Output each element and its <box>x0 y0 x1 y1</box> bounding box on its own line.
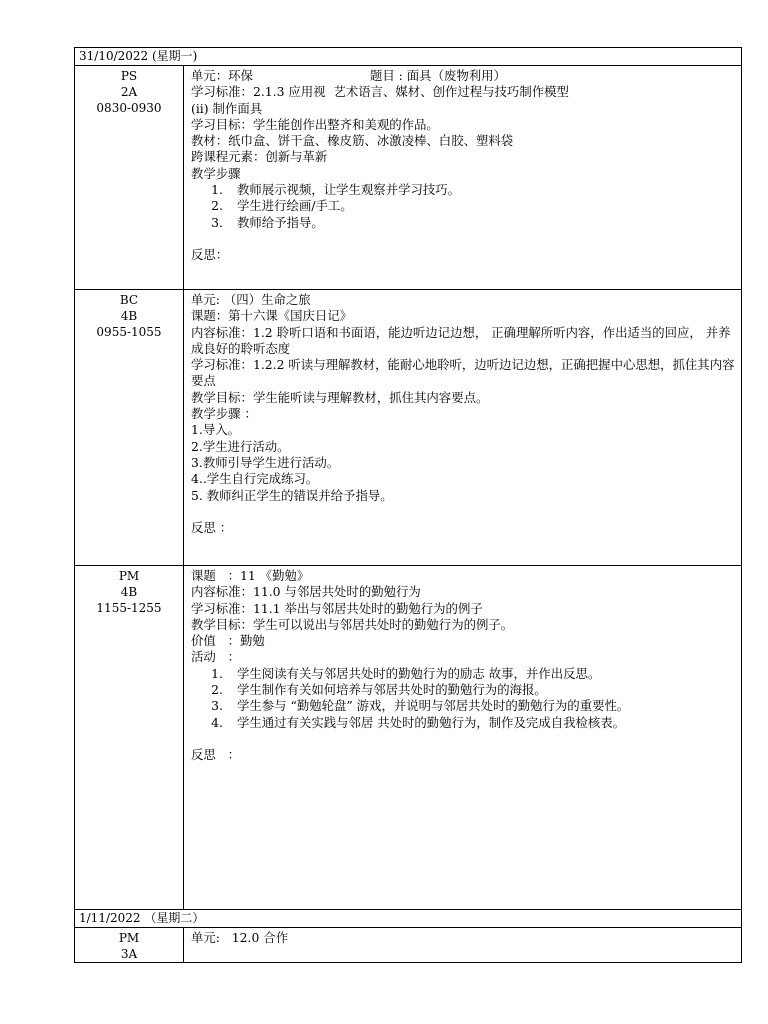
subject-code: PS <box>120 69 138 83</box>
content-line: 跨课程元素：创新与革新 <box>191 149 328 165</box>
list-item <box>191 215 735 231</box>
date-cell: 1/11/2022 （星期二） <box>75 910 742 928</box>
time-slot: 0955-1055 <box>96 325 162 339</box>
time-slot: 0830-0930 <box>96 101 162 115</box>
content-line: 价值 ：勤勉 <box>191 633 265 649</box>
step-number: 3. <box>211 698 223 714</box>
content-line: 单元: 12.0 合作 <box>191 930 289 945</box>
list-item <box>191 715 735 731</box>
list-item <box>191 666 735 682</box>
content-line: 活动 ： <box>191 649 240 665</box>
list-item <box>191 698 735 714</box>
date-cell: 31/10/2022 (星期一) <box>75 48 742 66</box>
reflection-label: 反思： <box>191 246 229 262</box>
lesson-content-cell <box>184 566 742 910</box>
step-number: 1. <box>211 182 223 198</box>
unit-topic-line <box>191 68 735 84</box>
list-item <box>191 682 735 698</box>
content-line: 5. 教师纠正学生的错误并给予指导。 <box>191 487 393 503</box>
content-line: 4..学生自行完成练习。 <box>191 471 319 487</box>
class-name: 2A <box>120 85 138 99</box>
content-line: 教学步骤 ： <box>191 406 257 422</box>
spacer <box>191 504 735 520</box>
lesson-plan-sheet <box>74 47 741 963</box>
content-line: 单元: （四）生命之旅 <box>191 292 311 307</box>
step-list <box>191 182 735 231</box>
lesson-row <box>75 566 742 910</box>
subject-code: PM <box>118 569 140 583</box>
subject-code: PM <box>118 931 140 945</box>
content-line: 2.学生进行活动。 <box>191 438 290 454</box>
content-line: (ii) 制作面具 <box>191 100 263 116</box>
lesson-info-cell <box>75 66 184 290</box>
lesson-row <box>75 66 742 290</box>
class-name: 3A <box>120 947 138 961</box>
step-number: 1. <box>211 665 223 681</box>
lesson-row <box>75 290 742 566</box>
content-line: 教学步骤 <box>191 165 241 181</box>
step-number: 3. <box>211 214 223 230</box>
step-text: 教师展示视频，让学生观察并学习技巧。 <box>237 182 461 198</box>
reflection-label: 反思 ： <box>191 746 240 762</box>
list-item <box>191 198 735 214</box>
content-line: 教学目标：学生能听读与理解教材，抓住其内容要点。 <box>191 389 489 405</box>
content-line: 3.教师引导学生进行活动。 <box>191 454 340 470</box>
content-line: 1.导入。 <box>191 422 240 438</box>
lesson-info-cell <box>75 566 184 910</box>
subject-code: BC <box>119 293 139 307</box>
step-text: 学生参与 “勤勉轮盘” 游戏，并说明与邻居共处时的勤勉行为的重要性。 <box>237 698 630 714</box>
unit-text: 单元：环保 <box>191 68 253 83</box>
spacer <box>191 231 735 247</box>
class-name: 4B <box>120 585 138 599</box>
lesson-content-cell <box>184 290 742 566</box>
content-line: 教学目标：学生可以说出与邻居共处时的勤勉行为的例子。 <box>191 616 514 632</box>
content-line: 学习标准：11.1 举出与邻居共处时的勤勉行为的例子 <box>191 600 483 616</box>
step-list <box>191 666 735 731</box>
spacer <box>191 731 735 747</box>
step-text: 教师给予指导。 <box>237 214 324 230</box>
content-line: 学习标准：1.2.2 听读与理解教材，能耐心地聆听，边听边记边想，正确把握中心思想，抓住其内容要点 <box>191 357 735 389</box>
topic-text: 题目 : 面具（废物利用） <box>369 68 506 83</box>
date-row <box>75 48 742 66</box>
step-text: 学生通过有关实践与邻居 共处时的勤勉行为，制作及完成自我检核表。 <box>237 714 626 730</box>
lesson-content-cell <box>184 928 742 963</box>
content-line: 课题 ：11 《勤勉》 <box>191 568 310 583</box>
step-number: 2. <box>211 198 223 214</box>
content-line: 学习目标：学生能创作出整齐和美观的作品。 <box>191 116 439 132</box>
lesson-info-cell <box>75 290 184 566</box>
time-slot: 1155-1255 <box>96 601 162 615</box>
content-line: 教材：纸巾盒、饼干盒、橡皮筋、冰激凌棒、白胶、塑料袋 <box>191 133 514 149</box>
date-row <box>75 910 742 928</box>
lesson-info-cell <box>75 928 184 963</box>
step-text: 学生阅读有关与邻居共处时的勤勉行为的励志 故事，并作出反思。 <box>237 665 601 681</box>
lesson-content-cell <box>184 66 742 290</box>
step-text: 学生制作有关如何培养与邻居共处时的勤勉行为的海报。 <box>237 682 547 698</box>
list-item <box>191 182 735 198</box>
content-line: 课题：第十六课《国庆日记》 <box>191 308 353 324</box>
step-number: 2. <box>211 682 223 698</box>
content-line: 内容标准：1.2 聆听口语和书面语，能边听边记边想， 正确理解所听内容，作出适当的回应， 并养成良好的聆听态度 <box>191 324 731 356</box>
content-line: 学习标准：2.1.3 应用视 艺术语言、媒材、创作过程与技巧制作模型 <box>191 84 569 100</box>
lesson-plan-table <box>74 47 742 963</box>
content-line: 内容标准：11.0 与邻居共处时的勤勉行为 <box>191 584 421 600</box>
lesson-row <box>75 928 742 963</box>
reflection-label: 反思 ： <box>191 519 233 535</box>
step-text: 学生进行绘画/手工。 <box>237 198 353 214</box>
class-name: 4B <box>120 309 138 323</box>
step-number: 4. <box>211 714 223 730</box>
